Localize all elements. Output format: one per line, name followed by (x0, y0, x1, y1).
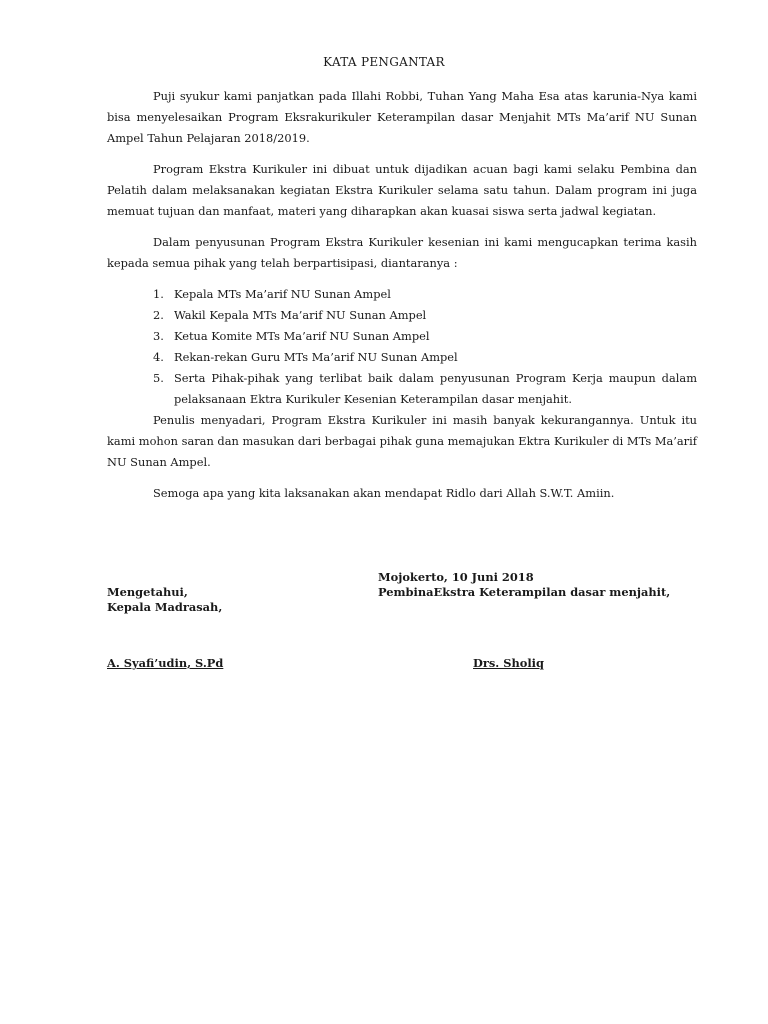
paragraph-prayer: Semoga apa yang kita laksanakan akan mendapat Ridlo dari Allah S.W.T. Amiin. (153, 486, 615, 500)
list-item (107, 326, 697, 347)
document-title: KATA PENGANTAR (323, 55, 445, 69)
paragraph-opening: Puji syukur kami panjatkan pada Illahi Robbi, Tuhan Yang Maha Esa atas karunia-Nya kami bisa menyelesaikan Program Eksrakurikuler Keterampilan dasar Menjahit MTs Ma’arif NU Sunan Ampel Tahun Pelajaran 2018/2019. (107, 89, 697, 145)
principal-title: Kepala Madrasah, (107, 600, 223, 614)
document-body (107, 86, 697, 504)
list-item (107, 284, 697, 305)
list-number: 4. (153, 350, 164, 364)
list-text: Serta Pihak-pihak yang terlibat baik dalam penyusunan Program Kerja maupun dalam pelaksanaan Ektra Kurikuler Kesenian Keterampilan dasar menjahit. (174, 371, 697, 406)
list-number: 3. (153, 329, 164, 343)
list-item (107, 305, 697, 326)
principal-name: A. Syafi’udin, S.Pd (107, 656, 224, 670)
thanks-list (107, 284, 697, 410)
list-item (107, 347, 697, 368)
paragraph-thanks: Dalam penyusunan Program Ekstra Kurikuler kesenian ini kami mengucapkan terima kasih kepada semua pihak yang telah berpartisipasi, diantaranya : (107, 235, 697, 270)
list-text: Ketua Komite MTs Ma’arif NU Sunan Ampel (174, 329, 430, 343)
list-number: 1. (153, 287, 164, 301)
paragraph-program: Program Ekstra Kurikuler ini dibuat untuk dijadikan acuan bagi kami selaku Pembina dan Pelatih dalam melaksanakan kegiatan Ekstra Kurikuler selama satu tahun. Dalam program ini juga memuat tujuan dan manfaat, materi yang diharapkan akan kuasai siswa serta jadwal kegiatan. (107, 162, 697, 218)
list-number: 2. (153, 308, 164, 322)
place-date: Mojokerto, 10 Juni 2018 (378, 570, 534, 584)
list-text: Wakil Kepala MTs Ma’arif NU Sunan Ampel (174, 308, 427, 322)
supervisor-name: Drs. Sholiq (473, 656, 544, 670)
paragraph-closing: Penulis menyadari, Program Ekstra Kurikuler ini masih banyak kekurangannya. Untuk itu kami mohon saran dan masukan dari berbagai pihak guna memajukan Ektra Kurikuler di MTs Ma’arif NU Sunan Ampel. (107, 413, 697, 469)
list-text: Rekan-rekan Guru MTs Ma’arif NU Sunan Ampel (174, 350, 458, 364)
supervisor-title: PembinaEkstra Keterampilan dasar menjahit, (378, 585, 671, 599)
list-item (107, 368, 697, 410)
list-number: 5. (153, 371, 164, 385)
acknowledged-label: Mengetahui, (107, 585, 188, 599)
list-text: Kepala MTs Ma’arif NU Sunan Ampel (174, 287, 391, 301)
